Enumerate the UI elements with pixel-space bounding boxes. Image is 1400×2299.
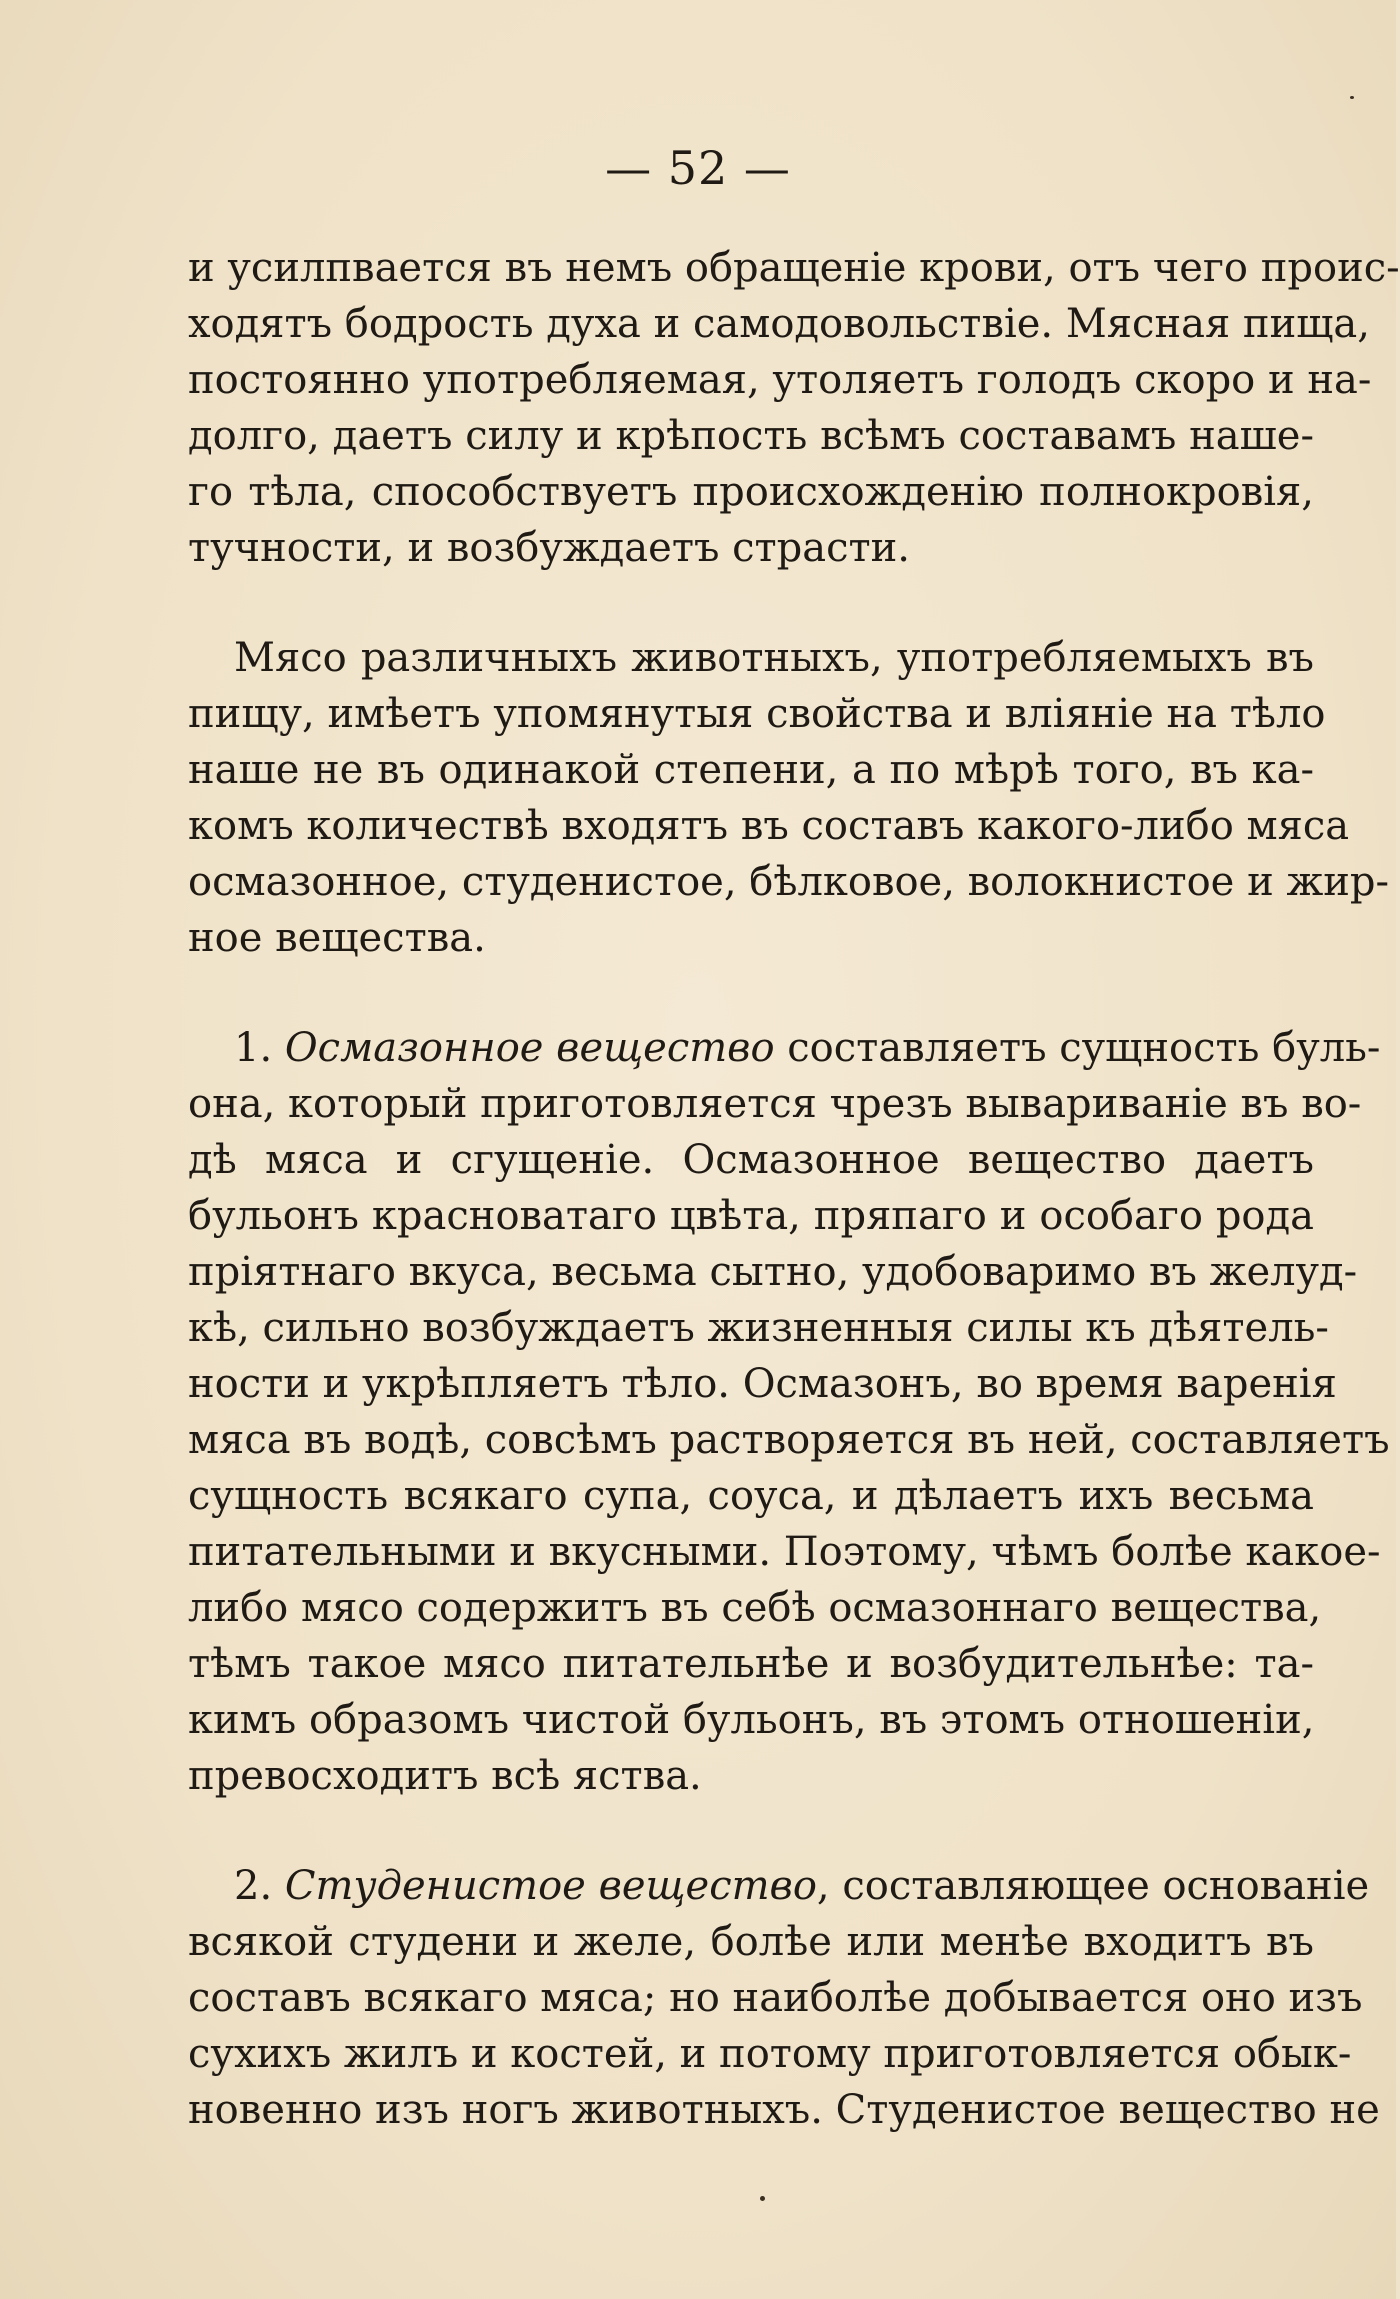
text-line: ности и укрѣпляетъ тѣло. Осмазонъ, во время варенія bbox=[188, 1361, 1337, 1407]
print-speck bbox=[760, 2196, 765, 2201]
text-line: пріятнаго вкуса, весьма сытно, удобоваримо въ желуд- bbox=[188, 1249, 1358, 1295]
text-line: дѣ мяса и сгущеніе. Осмазонное вещество даетъ bbox=[188, 1137, 1314, 1183]
paragraph-3 bbox=[188, 1020, 1390, 1804]
text-line: наше не въ одинакой степени, а по мѣрѣ того, въ ка- bbox=[188, 747, 1314, 793]
text-line: питательными и вкусными. Поэтому, чѣмъ болѣе какое- bbox=[188, 1529, 1381, 1575]
text-line: либо мясо содержитъ въ себѣ осмазоннаго вещества, bbox=[188, 1585, 1322, 1631]
text-line: пищу, имѣетъ упомянутыя свойства и вліяніе на тѣло bbox=[188, 691, 1326, 737]
text-line: бульонъ красноватаго цвѣта, пряпаго и особаго рода bbox=[188, 1193, 1314, 1239]
term-gelatinous: Студенистое вещество bbox=[284, 1863, 817, 1909]
text-line: она, который приготовляется чрезъ вывариваніе въ во- bbox=[188, 1081, 1362, 1127]
text-line: ходятъ бодрость духа и самодовольствіе. Мясная пища, bbox=[188, 301, 1370, 347]
page-number: — 52 — bbox=[605, 141, 791, 195]
paragraph-gap bbox=[188, 1804, 1314, 1858]
paragraph-4 bbox=[188, 1858, 1380, 2138]
paragraph-gap bbox=[188, 576, 1314, 630]
text-line: мяса въ водѣ, совсѣмъ растворяется въ ней, составляетъ bbox=[188, 1417, 1390, 1463]
paragraph-1 bbox=[188, 240, 1400, 576]
paragraph-2 bbox=[188, 630, 1390, 966]
text-line: постоянно употребляемая, утоляетъ голодъ скоро и на- bbox=[188, 357, 1372, 403]
text-line: ное вещества. bbox=[188, 915, 486, 961]
text-fragment: , составляющее основаніе bbox=[816, 1863, 1370, 1909]
text-line: го тѣла, способствуетъ происхожденію полнокровія, bbox=[188, 469, 1314, 515]
text-line: превосходитъ всѣ яства. bbox=[188, 1753, 702, 1799]
text-line: сущность всякаго супа, соуса, и дѣлаетъ ихъ весьма bbox=[188, 1473, 1314, 1519]
text-line: Мясо различныхъ животныхъ, употребляемыхъ въ bbox=[234, 635, 1314, 681]
print-speck bbox=[1350, 96, 1354, 99]
text-fragment: составляетъ сущность буль- bbox=[774, 1025, 1381, 1071]
text-line: и усилпвается въ немъ обращеніе крови, отъ чего проис- bbox=[188, 245, 1400, 291]
text-line: сухихъ жилъ и костей, и потому приготовляется обык- bbox=[188, 2031, 1352, 2077]
text-line: тучности, и возбуждаетъ страсти. bbox=[188, 525, 911, 571]
term-osmazone: Осмазонное вещество bbox=[284, 1025, 775, 1071]
text-line bbox=[188, 1858, 1370, 1914]
text-line: осмазонное, студенистое, бѣлковое, волокнистое и жир- bbox=[188, 859, 1390, 905]
text-column bbox=[188, 240, 1400, 2138]
text-line: долго, даетъ силу и крѣпость всѣмъ составамъ наше- bbox=[188, 413, 1314, 459]
paragraph-gap bbox=[188, 966, 1314, 1020]
item-number: 2. bbox=[234, 1863, 285, 1909]
text-line: тѣмъ такое мясо питательнѣе и возбудительнѣе: та- bbox=[188, 1641, 1314, 1687]
item-number: 1. bbox=[234, 1025, 285, 1071]
text-line: составъ всякаго мяса; но наиболѣе добывается оно изъ bbox=[188, 1975, 1363, 2021]
text-line: кимъ образомъ чистой бульонъ, въ этомъ отношеніи, bbox=[188, 1697, 1315, 1743]
text-line: комъ количествѣ входятъ въ составъ какого-либо мяса bbox=[188, 803, 1350, 849]
text-line bbox=[188, 1020, 1381, 1076]
text-line: всякой студени и желе, болѣе или менѣе входитъ въ bbox=[188, 1919, 1314, 1965]
text-line: кѣ, сильно возбуждаетъ жизненныя силы къ дѣятель- bbox=[188, 1305, 1329, 1351]
text-line: новенно изъ ногъ животныхъ. Студенистое вещество не bbox=[188, 2087, 1380, 2133]
